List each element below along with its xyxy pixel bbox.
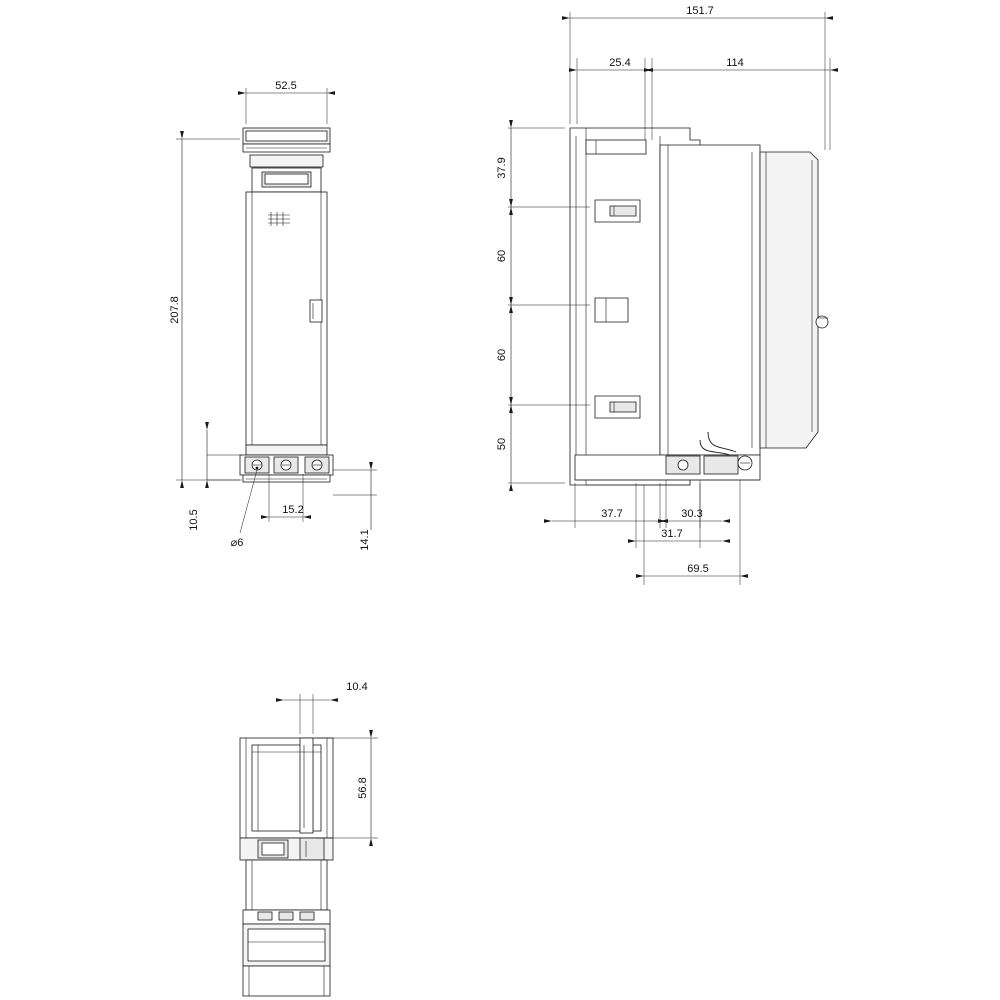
- dim-label-top-104: 10.4: [346, 681, 368, 693]
- dim-label-bottom-right: 14.1: [359, 529, 371, 551]
- dim-side-base-total: [644, 480, 740, 585]
- dim-front-height: [169, 139, 240, 480]
- dim-label-side-114: 114: [726, 57, 744, 69]
- dim-side-base-mid: [666, 480, 722, 528]
- dim-label-base-303: 30.3: [681, 508, 703, 520]
- dim-front-bottom-left: [188, 430, 242, 531]
- dim-top-slot-width: [284, 681, 368, 734]
- dim-label-hole-diameter: ⌀6: [230, 537, 244, 549]
- dim-front-width: [246, 80, 327, 124]
- dim-label-front-height: 207.8: [169, 296, 181, 324]
- dim-label-base-695: 69.5: [687, 563, 709, 575]
- dim-label-base-317: 31.7: [661, 528, 683, 540]
- dim-label-side-60b: 60: [496, 348, 508, 362]
- dim-label-top-568: 56.8: [357, 777, 369, 799]
- dim-label-side-25: 25.4: [609, 57, 631, 69]
- side-view: [496, 5, 830, 585]
- top-view: [240, 681, 378, 996]
- dim-label-front-width: 52.5: [275, 80, 297, 92]
- dim-label-side-50: 50: [496, 437, 508, 451]
- dim-label-bottom-left: 10.5: [188, 509, 200, 531]
- dim-label-hole-spacing: 15.2: [282, 504, 304, 516]
- dim-label-side-60a: 60: [496, 249, 508, 263]
- dim-side-left-segment: [577, 57, 645, 140]
- dim-label-side-379: 37.9: [496, 157, 508, 179]
- front-view: [169, 80, 377, 551]
- dim-label-side-overall: 151.7: [686, 5, 714, 17]
- dim-label-base-377: 37.7: [601, 508, 623, 520]
- dim-side-base-inner: [636, 483, 722, 548]
- dim-front-bottom-right: [333, 470, 377, 551]
